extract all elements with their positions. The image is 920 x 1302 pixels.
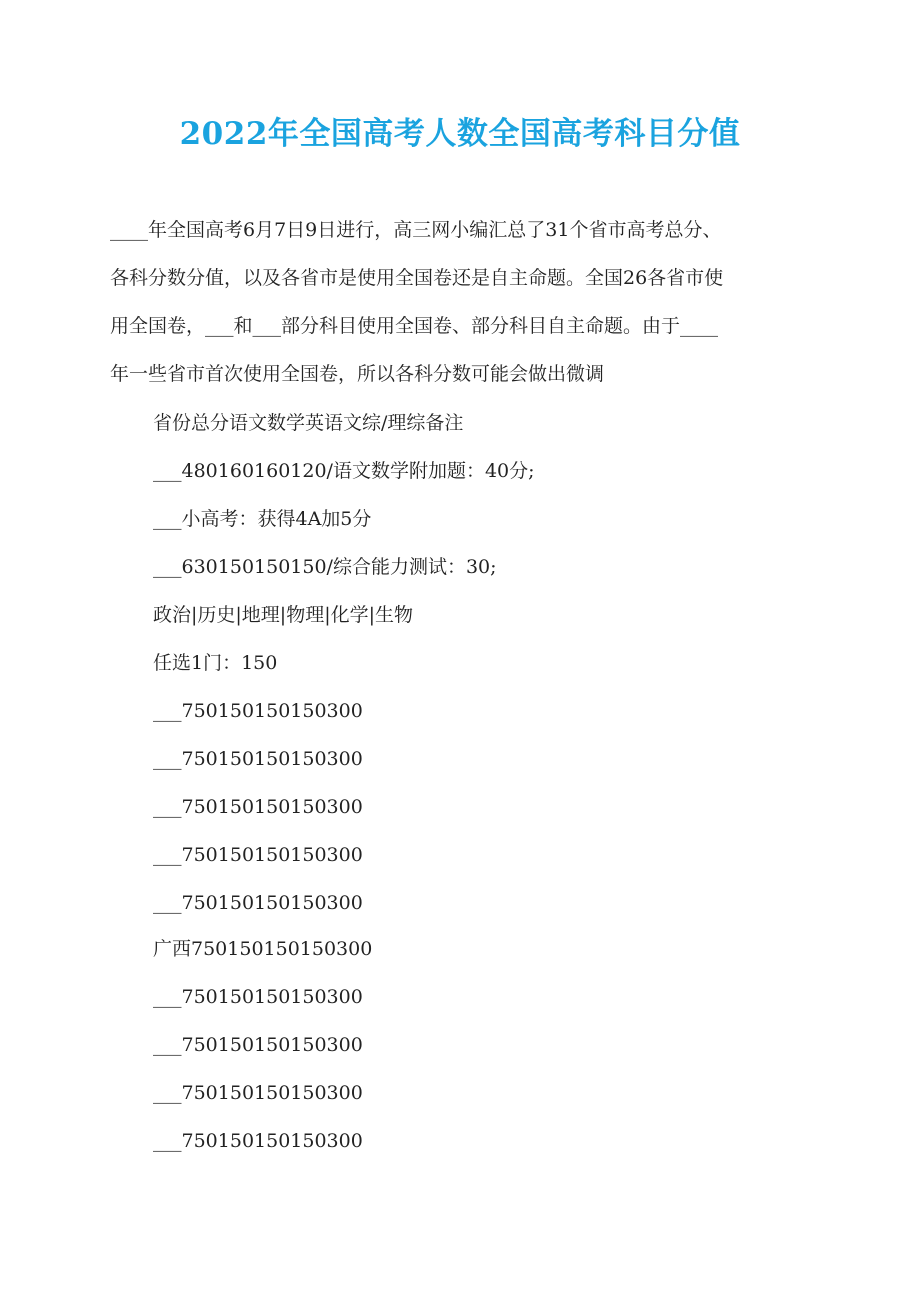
intro-line: ____年全国高考6月7日9日进行，高三网小编汇总了31个省市高考总分、 xyxy=(110,219,722,241)
score-row: ___750150150150300 xyxy=(153,700,363,722)
intro-line: 各科分数分值，以及各省市是使用全国卷还是自主命题。全国26各省市使 xyxy=(110,267,724,289)
intro-line: 用全国卷，___和___部分科目使用全国卷、部分科目自主命题。由于____ xyxy=(110,315,719,337)
score-row: ___750150150150300 xyxy=(153,748,363,770)
subject-options: 政治|历史|地理|物理|化学|生物 xyxy=(153,604,414,626)
score-list xyxy=(153,403,833,1169)
score-row: ___630150150150/综合能力测试：30; xyxy=(153,556,497,578)
intro-line: 年一些省市首次使用全国卷，所以各科分数可能会做出微调 xyxy=(110,363,605,385)
score-list-header: 省份总分语文数学英语文综/理综备注 xyxy=(153,412,464,434)
score-row: ___750150150150300 xyxy=(153,844,363,866)
score-row: ___750150150150300 xyxy=(153,796,363,818)
score-row: ___750150150150300 xyxy=(153,1130,363,1152)
score-row: ___750150150150300 xyxy=(153,986,363,1008)
intro-paragraph xyxy=(110,210,810,402)
score-row: 广西750150150150300 xyxy=(153,938,373,960)
subject-choice-note: 任选1门：150 xyxy=(153,652,278,674)
score-row: ___480160160120/语文数学附加题：40分; xyxy=(153,460,535,482)
score-row: ___750150150150300 xyxy=(153,1034,363,1056)
score-row: ___小高考：获得4A加5分 xyxy=(153,508,372,530)
score-row: ___750150150150300 xyxy=(153,892,363,914)
score-row: ___750150150150300 xyxy=(153,1082,363,1104)
document-title: 2022年全国高考人数全国高考科目分值 xyxy=(179,116,741,152)
